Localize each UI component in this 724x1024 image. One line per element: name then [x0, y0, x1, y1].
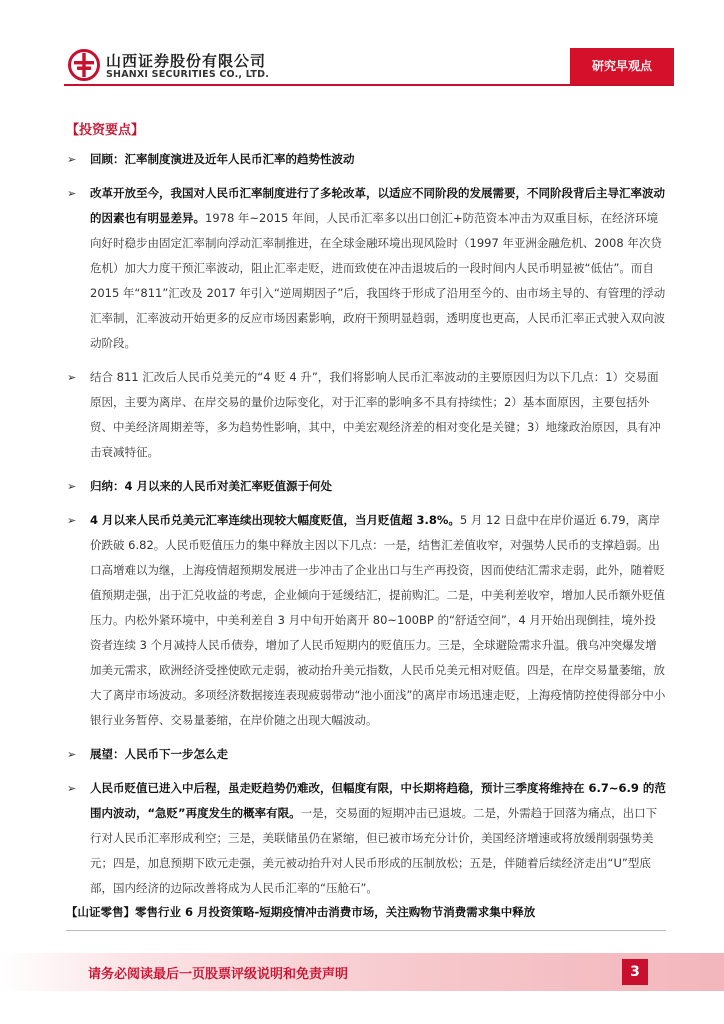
main-content [66, 122, 666, 910]
company-name-en: SHANXI SECURITIES CO., LTD. [106, 69, 270, 80]
header-divider [64, 84, 674, 86]
related-report-link[interactable]: 【山证零售】零售行业 6 月投资策略-短期疫情冲击消费市场，关注购物节消费需求集中释放 [66, 905, 536, 919]
arrow-bullet-icon: ➢ [67, 153, 77, 166]
item-body-text: 结合 811 汇改后人民币兑美元的“4 贬 4 升”，我们将影响人民币汇率波动的主要原因归为以下几点：1）交易面原因，主要为离岸、在岸交易的量价边际变化，对于汇率的影响多不具有持续性；2）基本面原因，主要包括外贸、中美经济周期差等，多为趋势性影响，其中，中美宏观经济差的相对变化是关键；3）地缘政治原因，具有冲击衰减特征。 [90, 370, 661, 459]
arrow-bullet-icon: ➢ [67, 782, 77, 795]
bullet-reform-history [66, 181, 666, 356]
arrow-bullet-icon: ➢ [67, 748, 77, 761]
arrow-bullet-icon: ➢ [67, 187, 77, 200]
bullet-review-heading [66, 147, 666, 172]
bullet-summary-heading [66, 474, 666, 499]
item-bold-text: 4 月以来人民币兑美元汇率连续出现较大幅度贬值，当月贬值超 3.8%。 [90, 513, 460, 527]
item-body-text: 1978 年~2015 年间，人民币汇率多以出口创汇+防范资本冲击为双重目标，在经济环境向好时稳步由固定汇率制向浮动汇率制推进，在全球金融环境出现风险时（1997 年亚洲金融危机、2008 年次贷危机）加大力度干预汇率波动，阻止汇率走贬，进而致使在冲击退坡后的一段时间内人民币明显被“低估”。而自 2015 年“811”汇改及 2017 年引入“逆周期因子”后，我国终于形成了沿用至今的、由市场主导的、有管理的浮动汇率制，汇率波动开始更多的反应市场因素影响，政府干预明显趋弱，透明度也更高，人民币汇率正式驶入双向波动阶段。 [90, 211, 666, 350]
company-name-cn: 山西证券股份有限公司 [106, 52, 267, 70]
report-type-tag: 研究早观点 [570, 48, 674, 84]
page-header [0, 0, 724, 100]
bullet-outlook-heading [66, 742, 666, 767]
item-heading-text: 归纳：4 月以来的人民币对美汇率贬值源于何处 [90, 479, 333, 493]
item-heading-text: 展望：人民币下一步怎么走 [90, 747, 228, 761]
page-footer [0, 953, 724, 991]
disclaimer-text: 请务必阅读最后一页股票评级说明和免责声明 [88, 967, 349, 982]
item-bold-text: 改革开放至今，我国对人民币汇率制度进行了多轮改革，以适应不同阶段的发展需要，不同阶段背后主导汇率波动的因素也有明显差异。 [90, 186, 665, 225]
arrow-bullet-icon: ➢ [67, 480, 77, 493]
item-heading-text: 回顾：汇率制度演进及近年人民币汇率的趋势性波动 [90, 152, 355, 166]
item-body-text: 5 月 12 日盘中在岸价逼近 6.79，离岸价跌破 6.82。人民币贬值压力的集中释放主因以下几点：一是，结售汇差值收窄，对强势人民币的支撑趋弱。出口高增难以为继，上海疫情超预期发展进一步冲击了企业出口与生产再投资，因而使结汇需求走弱，此外，随着贬值预期走强，出于汇兑收益的考虑，企业倾向于延缓结汇，提前购汇。二是，中美利差收窄，增加人民币额外贬值压力。内松外紧环境中，中美利差自 3 月中旬开始离开 80~100BP 的“舒适空间”，4 月开始出现倒挂，境外投资者连续 3 个月减持人民币债券，增加了人民币短期内的贬值压力。三是，全球避险需求升温。俄乌冲突爆发增加美元需求，欧洲经济受挫使欧元走弱，被动抬升美元指数，人民币兑美元相对贬值。四是，在岸交易量萎缩，放大了离岸市场波动。多项经济数据接连表现疲弱带动“池小面浅”的离岸市场迅速走贬，上海疫情防控使得部分中小银行业务暂停、交易量萎缩，在岸价随之出现大幅波动。 [90, 513, 666, 727]
item-bold-text: 人民币贬值已进入中后程，虽走贬趋势仍难改，但幅度有限，中长期将趋稳，预计三季度将维持在 6.7~6.9 的范围内波动，“急贬”再度发生的概率有限。 [90, 781, 666, 820]
promo-divider [66, 930, 666, 931]
item-body-text: 一是，交易面的短期冲击已退坡。二是，外需趋于回落为痛点，出口下行对人民币汇率形成利空；三是，美联储虽仍在紧缩，但已被市场充分计价，美国经济增速或将放缓削弱强势美元；四是，加息预期下欧元走强，美元被动抬升对人民币形成的压制放松；五是，伴随着后续经济走出“U”型底部，国内经济的边际改善将成为人民币汇率的“压舱石”。 [90, 806, 658, 895]
arrow-bullet-icon: ➢ [67, 514, 77, 527]
section-title: 【投资要点】 [66, 123, 145, 138]
bullet-fluctuation-causes [66, 365, 666, 465]
page-number: 3 [622, 959, 648, 985]
bullet-outlook-detail [66, 776, 666, 901]
arrow-bullet-icon: ➢ [67, 371, 77, 384]
bullet-depreciation-reasons [66, 508, 666, 733]
shanxi-securities-logo-icon [68, 49, 100, 81]
